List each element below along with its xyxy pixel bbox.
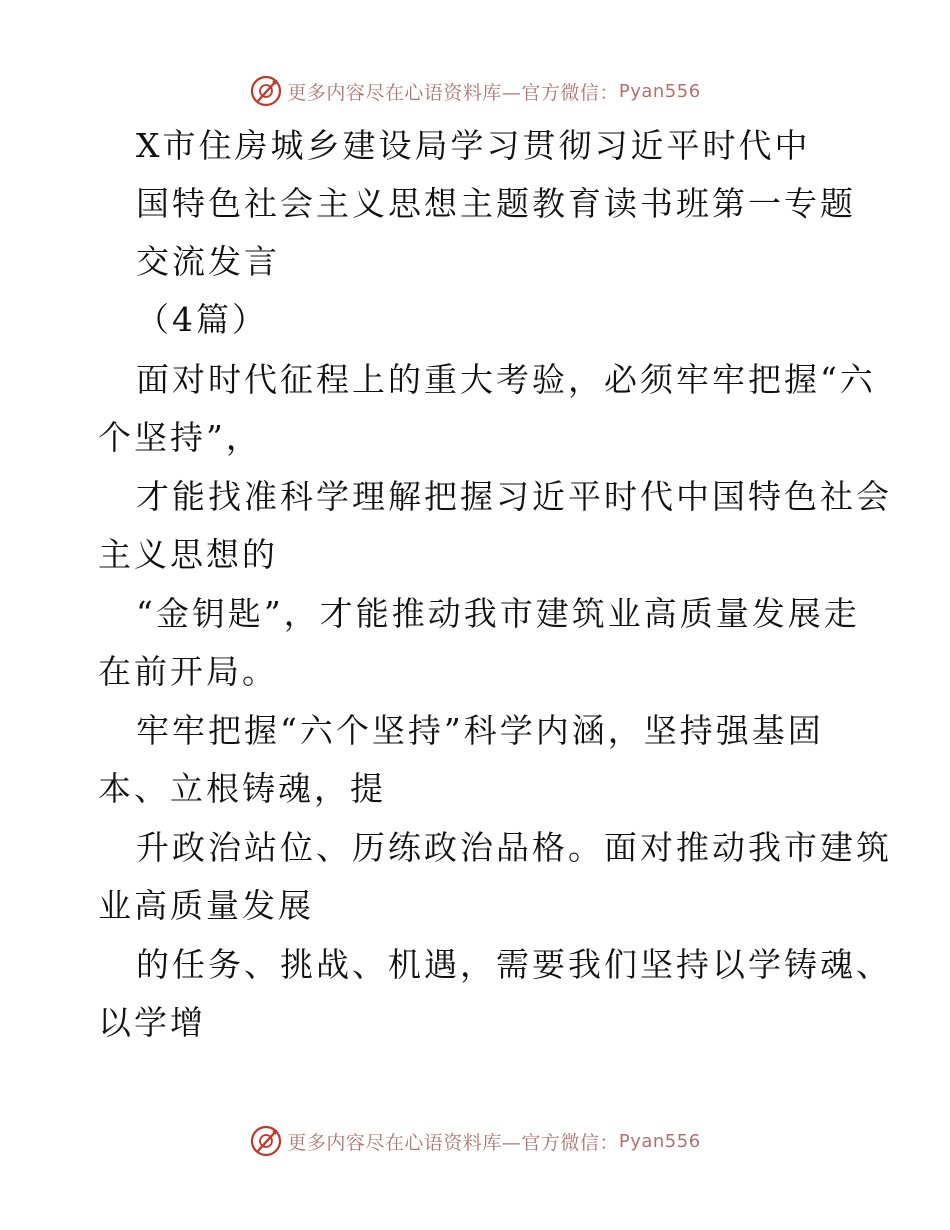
paragraph-line: 牢牢把握“六个坚持”科学内涵，坚持强基固 (136, 711, 824, 750)
paragraph-line: 本、立根铸魂，提 (98, 769, 386, 808)
subtitle: （4篇） (136, 300, 268, 339)
title-line-3: 交流发言 (136, 242, 280, 281)
paragraph-line: 面对时代征程上的重大考验，必须牢牢把握“六 (136, 360, 876, 399)
watermark-wechat-id: Pyan556 (618, 80, 701, 102)
paragraph-line: 在前开局。 (98, 652, 278, 691)
paragraph-line: 以学增 (98, 1003, 206, 1042)
paragraph-line: “金钥匙”，才能推动我市建筑业高质量发展走 (136, 594, 860, 633)
paragraph-line: 个坚持”， (98, 418, 262, 457)
paragraph-line: 业高质量发展 (98, 886, 314, 925)
paragraph-line: 的任务、挑战、机遇，需要我们坚持以学铸魂、 (136, 945, 892, 984)
watermark-text: 更多内容尽在心语资料库—官方微信： (287, 81, 619, 104)
title-line-2: 国特色社会主义思想主题教育读书班第一专题 (136, 184, 856, 223)
watermark-text: 更多内容尽在心语资料库—官方微信： (287, 1131, 619, 1154)
watermark-logo-icon (249, 1124, 283, 1158)
footer-watermark (0, 1121, 950, 1161)
paragraph-line: 升政治站位、历练政治品格。面对推动我市建筑 (136, 828, 892, 867)
title-line-1: X市住房城乡建设局学习贯彻习近平时代中 (136, 126, 811, 165)
paragraph-line: 主义思想的 (98, 535, 278, 574)
header-watermark (0, 71, 950, 111)
paragraph-line: 才能找准科学理解把握习近平时代中国特色社会 (136, 477, 892, 516)
watermark-wechat-id: Pyan556 (618, 1130, 701, 1152)
watermark-logo-icon (249, 74, 283, 108)
